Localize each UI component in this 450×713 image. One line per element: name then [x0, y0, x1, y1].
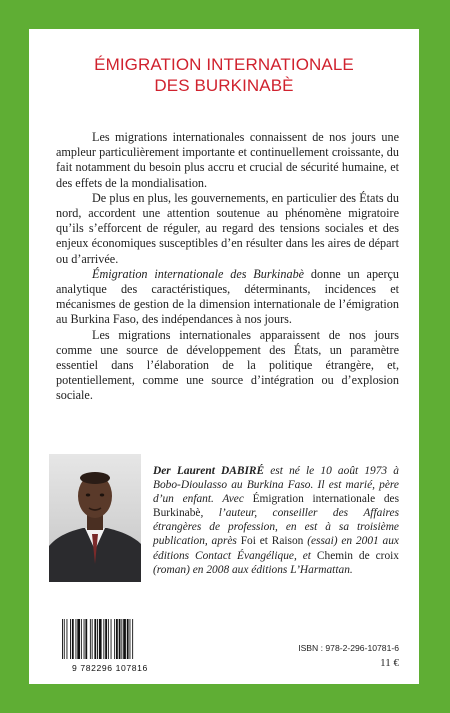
- book-title-italic: Émigration internationale des Burkinabè: [92, 266, 305, 281]
- bio-essay-title: Foi et Raison: [240, 535, 304, 548]
- paragraph-1: Les migrations internationales connaissent de nos jours une ampleur particulièrement importante et continuellement croissante, du fait notamment du besoin plus accru et crucial de sécurité humaine, et des effets de la mondialisation.: [56, 130, 399, 190]
- paragraph-3-text: donne un aperçu analytique des caractéristiques, déterminants, incidences et mécanismes de gestion de la dimension internationale de l’émigration au Burkina Faso, des indépendances à nos jours.: [56, 266, 400, 327]
- paragraph-4: Les migrations internationales apparaissent de nos jours comme une source de développement des États, un paramètre essentiel dans l’élaboration de la politique étrangère, et, potentiellement, comme une source d’intégration ou d’explosion sociale.: [56, 327, 399, 403]
- book-back-cover: [29, 29, 419, 684]
- author-photo: [49, 454, 141, 582]
- author-bio: [153, 464, 399, 577]
- paragraph-2: De plus en plus, les gouvernements, en particulier des États du nord, accordent une attention soutenue au phénomène migratoire qu’ils s’efforcent de réguler, au regard des tensions sociales et des enjeux économiques susceptibles d’en résulter dans les aires de départ ou d’arrivée.: [56, 190, 399, 266]
- bio-text-2: , l’auteur, conseiller des Affaires étrangères de profession, en est à sa troisième publication, après: [153, 507, 399, 548]
- book-title: [29, 54, 419, 96]
- paragraph-3: [56, 267, 399, 328]
- blurb: [56, 130, 399, 404]
- isbn: ISBN : 978-2-296-10781-6: [298, 643, 399, 653]
- price: 11 €: [380, 657, 399, 669]
- bio-text-3: (essai) en 2001 aux éditions Contact Évangélique, et: [153, 535, 399, 562]
- title-line-1: ÉMIGRATION INTERNATIONALE: [94, 55, 354, 74]
- bio-book-title: Émigration internationale des Burkinabè: [153, 493, 399, 520]
- bio-text-1: est né le 10 août 1973 à Bobo-Dioulasso au Burkina Faso. Il est marié, père d’un enfant. Avec: [153, 465, 399, 506]
- bio-text-4: (roman) en 2008 aux éditions L’Harmattan.: [153, 563, 353, 576]
- barcode-bars: [56, 617, 164, 661]
- bio-novel-title: Chemin de croix: [316, 549, 400, 562]
- author-name: Der Laurent DABIRÉ: [153, 465, 265, 477]
- barcode-number: 9 782296 107816: [72, 663, 148, 673]
- author-photo-image: [49, 454, 141, 582]
- title-line-2: DES BURKINABÈ: [154, 76, 294, 95]
- barcode: [56, 617, 164, 673]
